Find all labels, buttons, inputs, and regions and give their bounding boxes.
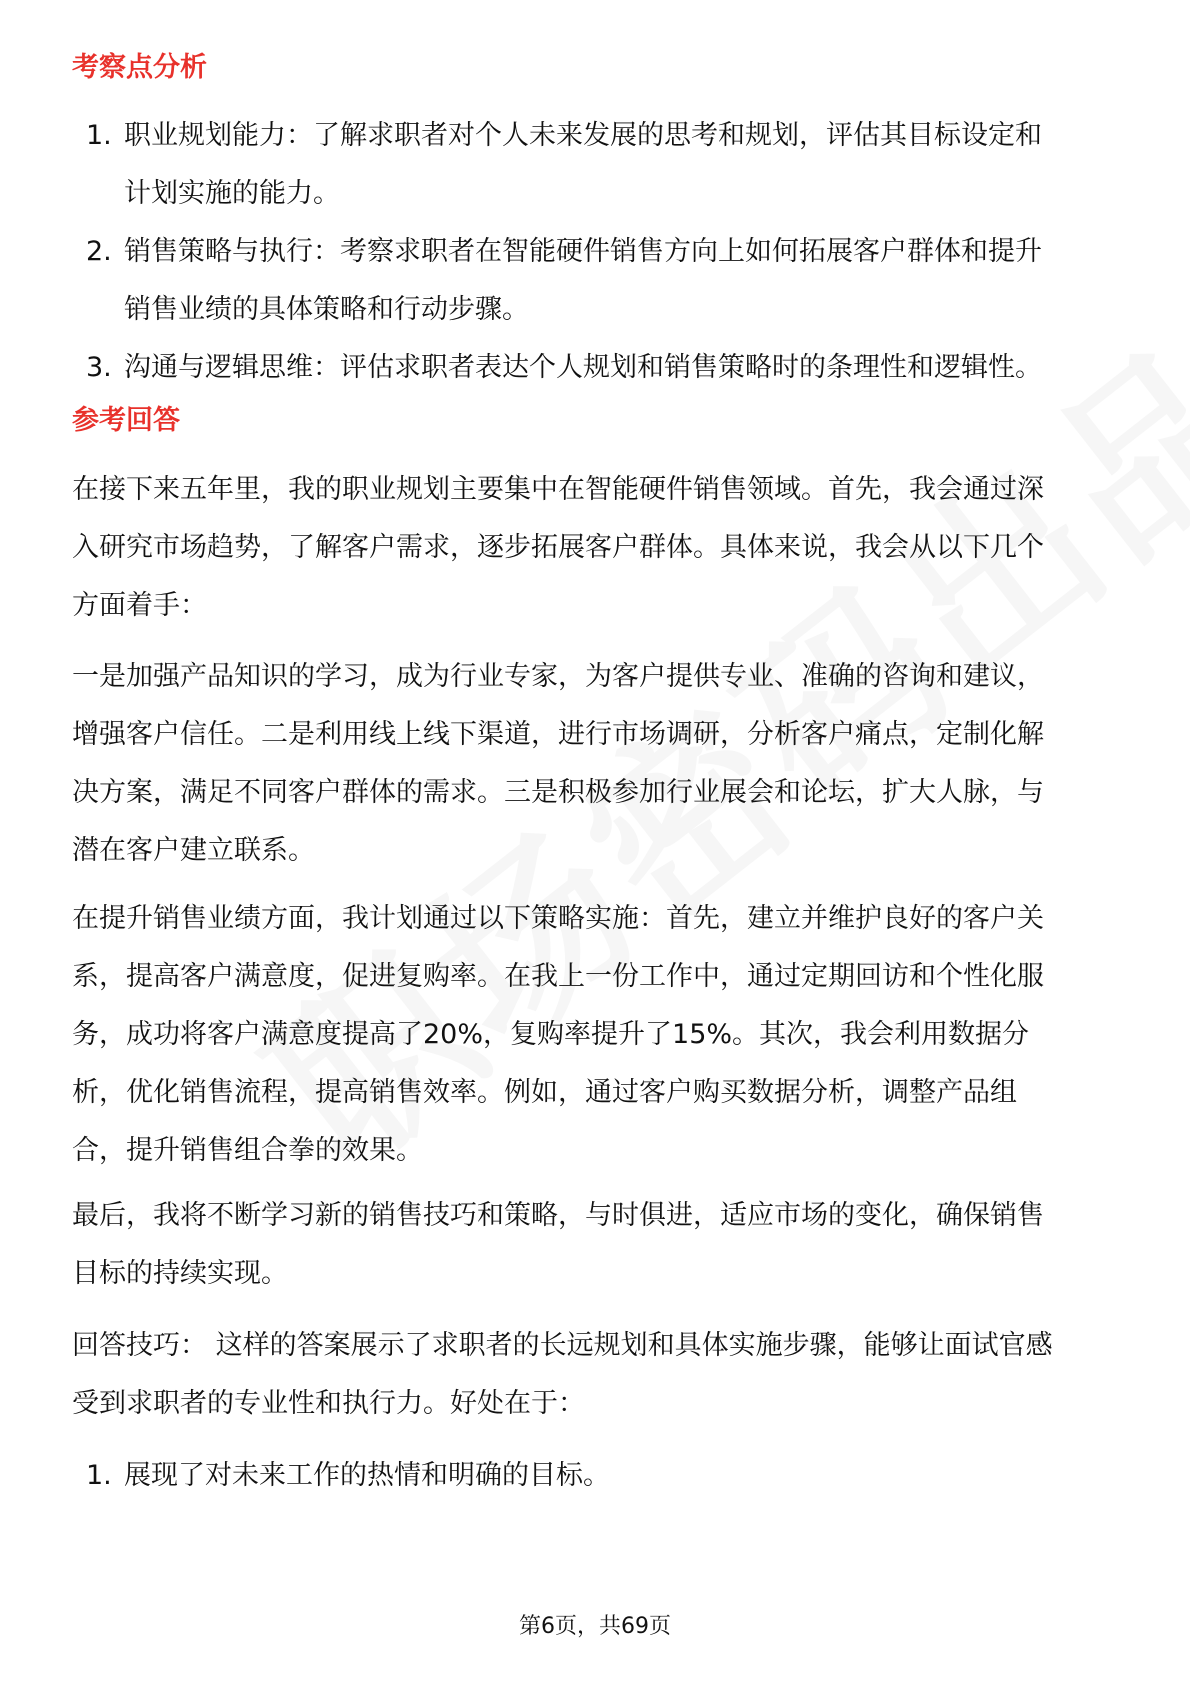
tips-list — [72, 1447, 1118, 1505]
answer-paragraph — [72, 890, 1118, 1180]
page-footer: 第6页，共69页 — [519, 1614, 671, 1639]
paragraph-line: 增强客户信任。二是利用线上线下渠道，进行市场调研，分析客户痛点，定制化解 — [72, 719, 1044, 750]
paragraph-line: 潜在客户建立联系。 — [72, 835, 315, 866]
paragraph-line: 在提升销售业绩方面，我计划通过以下策略实施：首先，建立并维护良好的客户关 — [72, 903, 1044, 934]
list-item-number: 3. — [86, 352, 112, 383]
paragraph-line: 在接下来五年里，我的职业规划主要集中在智能硬件销售领域。首先，我会通过深 — [72, 474, 1044, 505]
analysis-heading: 考察点分析 — [72, 52, 207, 83]
paragraph-line: 析，优化销售流程，提高销售效率。例如，通过客户购买数据分析，调整产品组 — [72, 1077, 1017, 1108]
answer-tips-paragraph — [72, 1317, 1118, 1433]
answer-heading: 参考回答 — [72, 405, 180, 436]
paragraph-line: 系，提高客户满意度，促进复购率。在我上一份工作中，通过定期回访和个性化服 — [72, 961, 1044, 992]
list-item-text: 销售业绩的具体策略和行动步骤。 — [124, 294, 529, 325]
paragraph-line: 回答技巧： 这样的答案展示了求职者的长远规划和具体实施步骤，能够让面试官感 — [72, 1330, 1053, 1361]
analysis-list — [72, 107, 1118, 397]
list-item-text: 职业规划能力：了解求职者对个人未来发展的思考和规划，评估其目标设定和 — [124, 120, 1042, 151]
list-item-number: 1. — [86, 120, 112, 151]
paragraph-line: 入研究市场趋势，了解客户需求，逐步拓展客户群体。具体来说，我会从以下几个 — [72, 532, 1044, 563]
list-item — [72, 1447, 1118, 1505]
document-page — [72, 0, 1118, 1684]
paragraph-line: 目标的持续实现。 — [72, 1258, 288, 1289]
list-item-text: 沟通与逻辑思维：评估求职者表达个人规划和销售策略时的条理性和逻辑性。 — [124, 352, 1042, 383]
paragraph-line: 一是加强产品知识的学习，成为行业专家，为客户提供专业、准确的咨询和建议， — [72, 661, 1044, 692]
list-item-text: 销售策略与执行：考察求职者在智能硬件销售方向上如何拓展客户群体和提升 — [124, 236, 1042, 267]
answer-paragraph — [72, 648, 1118, 880]
list-item — [72, 339, 1118, 397]
paragraph-line: 受到求职者的专业性和执行力。好处在于： — [72, 1388, 585, 1419]
answer-paragraph — [72, 461, 1118, 635]
paragraph-line: 决方案，满足不同客户群体的需求。三是积极参加行业展会和论坛，扩大人脉，与 — [72, 777, 1044, 808]
list-item-text: 计划实施的能力。 — [124, 178, 340, 209]
list-item-number: 2. — [86, 236, 112, 267]
list-item-text: 展现了对未来工作的热情和明确的目标。 — [124, 1460, 610, 1491]
paragraph-line: 合，提升销售组合拳的效果。 — [72, 1135, 423, 1166]
list-item — [72, 107, 1118, 223]
paragraph-line: 务，成功将客户满意度提高了20%，复购率提升了15%。其次，我会利用数据分 — [72, 1019, 1030, 1050]
list-item — [72, 223, 1118, 339]
paragraph-line: 最后，我将不断学习新的销售技巧和策略，与时俱进，适应市场的变化，确保销售 — [72, 1200, 1044, 1231]
paragraph-line: 方面着手： — [72, 590, 207, 621]
list-item-number: 1. — [86, 1460, 112, 1491]
answer-paragraph — [72, 1187, 1118, 1303]
